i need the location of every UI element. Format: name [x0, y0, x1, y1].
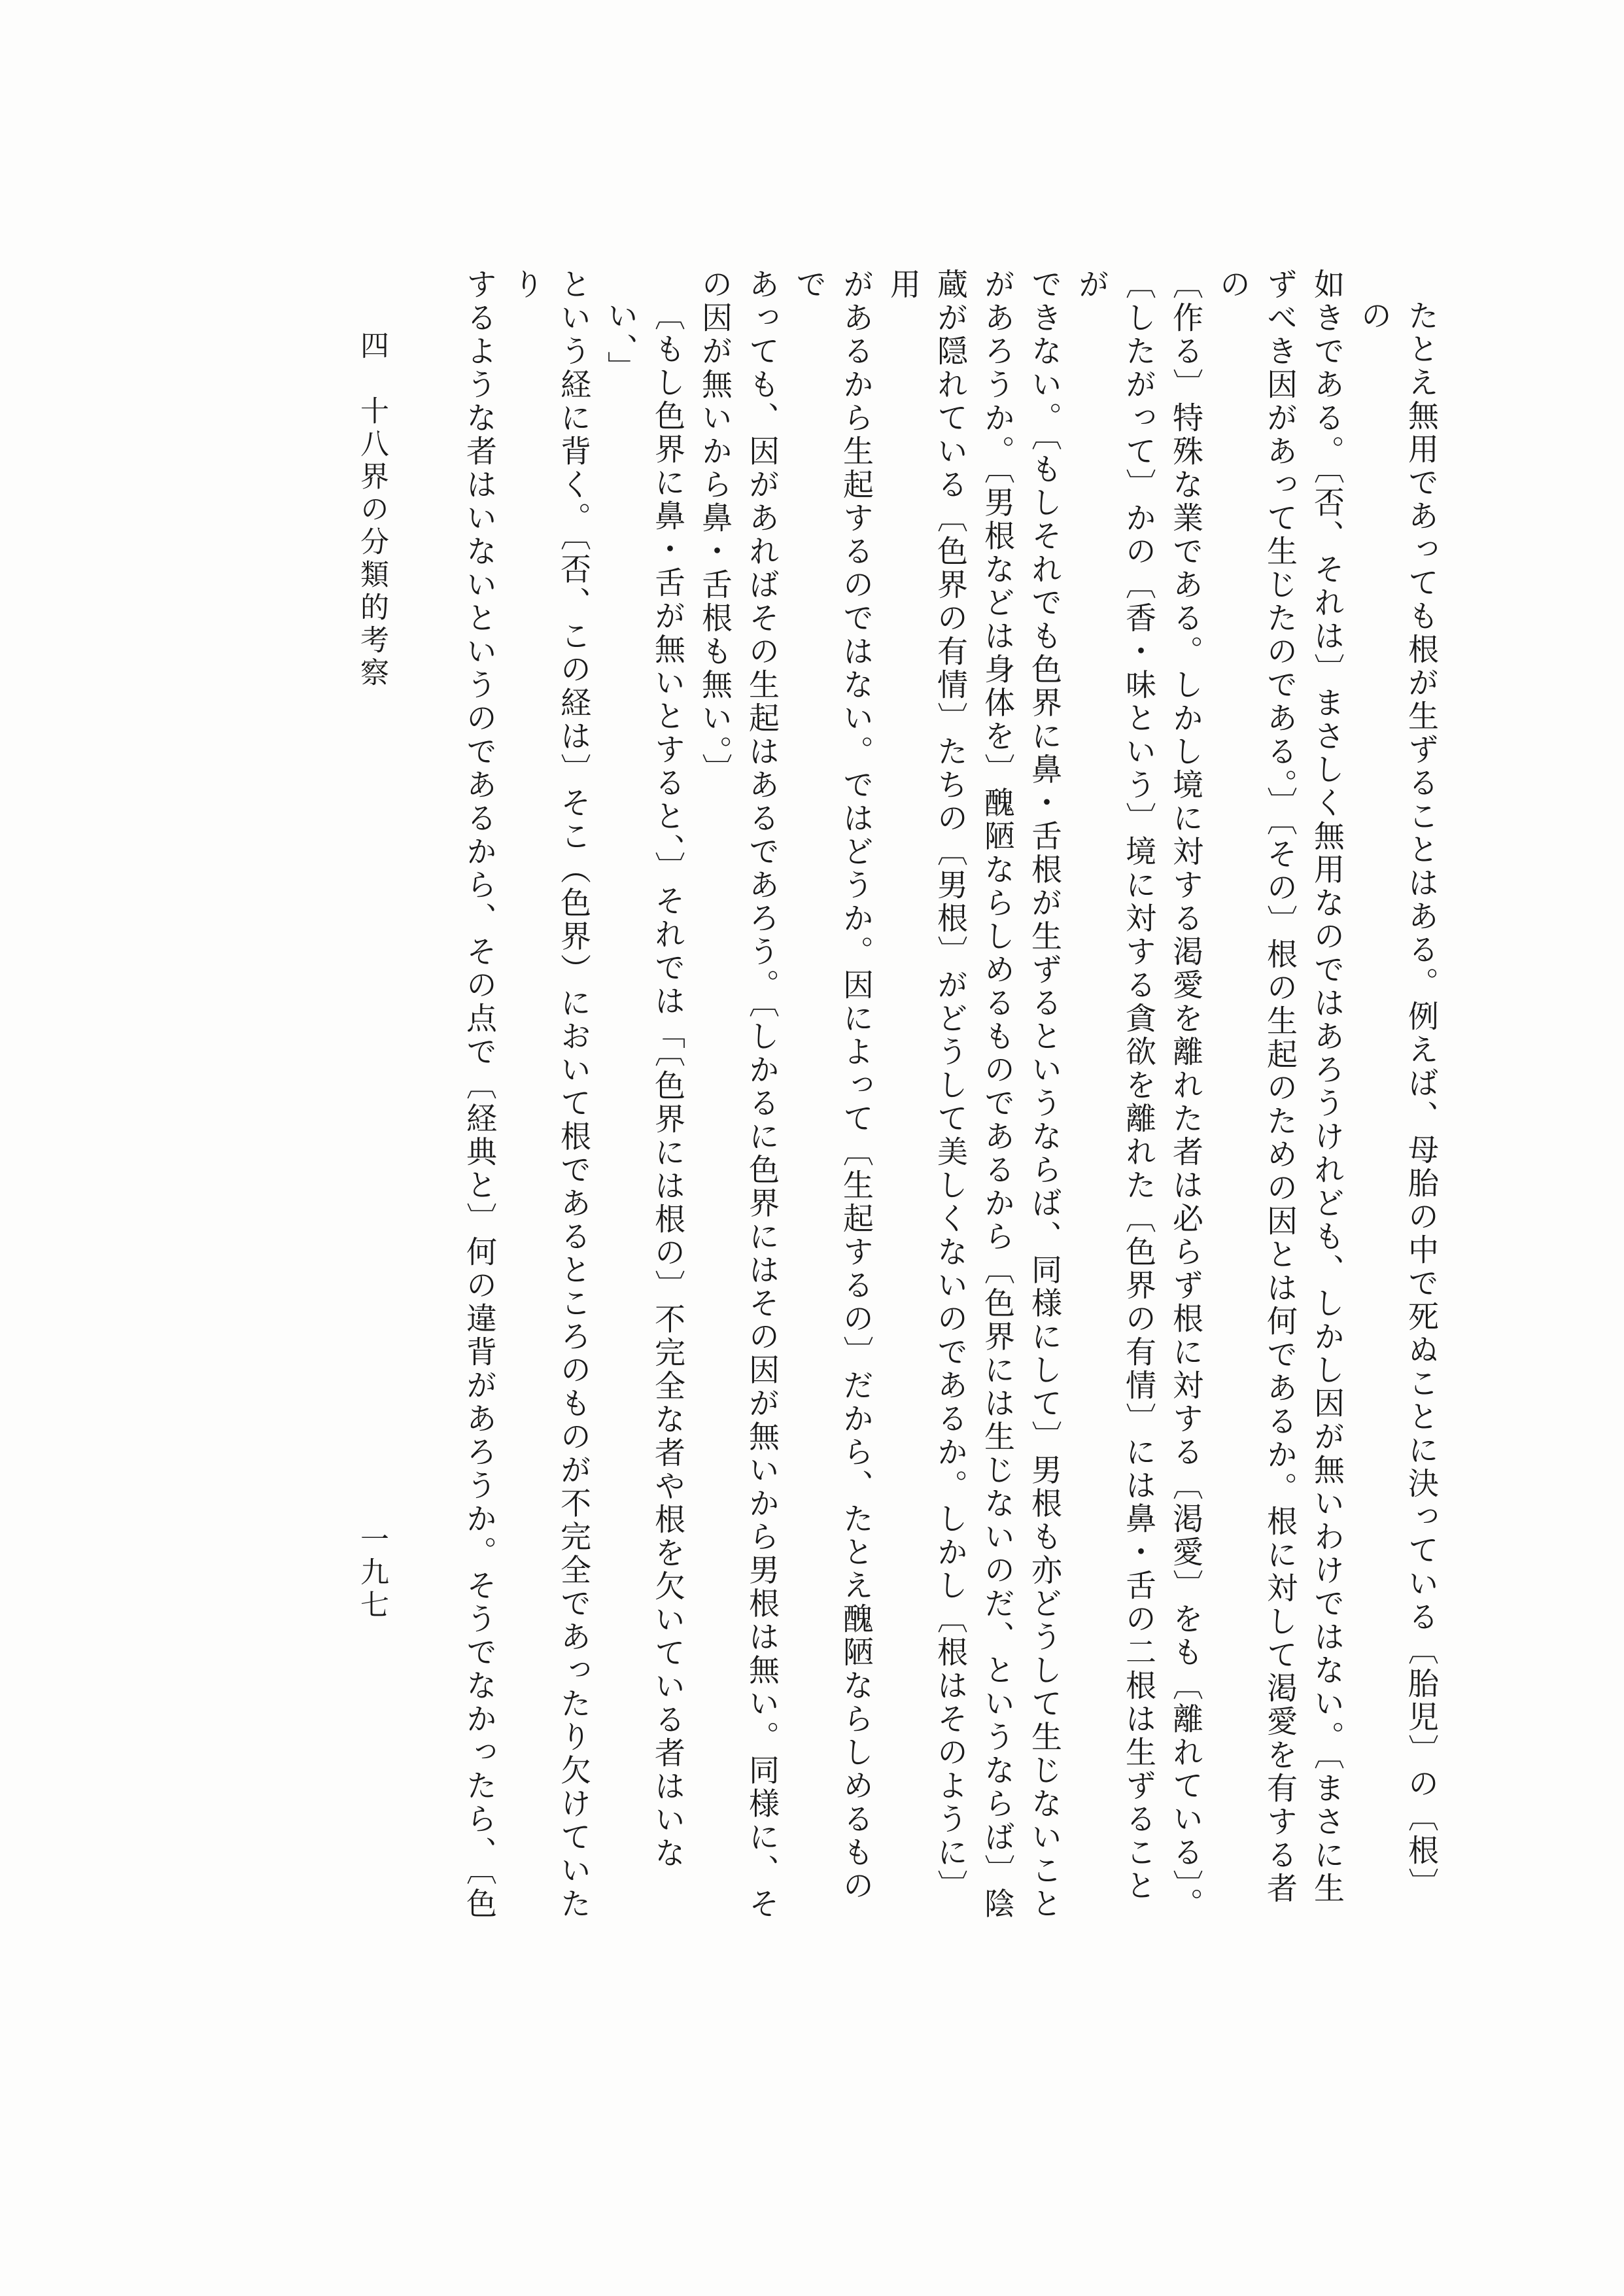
text-column: 〔作る〕特殊な業である。しかし境に対する渇愛を離れた者は必らず根に対する〔渇愛〕をも〔離れている〕。	[1167, 268, 1203, 1921]
body-text	[457, 268, 1444, 1923]
text-column: 〔もし色界に鼻・舌が無いとすると、〕それでは「〔色界には根の〕不完全な者や根を欠いている者はいない、」	[602, 300, 685, 1870]
text-column: という経に背く。〔否、この経は〕そこ（色界）において根であるところのものが不完全であったり欠けていたり	[508, 268, 591, 1921]
text-column: あっても、因があればその生起はあるであろう。〔しかるに色界にはその因が無いから男根は無い。同様に、そ	[744, 268, 780, 1921]
text-column: の因が無いから鼻・舌根も無い。〕	[697, 268, 733, 787]
text-column: 如きである。〔否、それは〕まさしく無用なのではあろうけれども、しかし因が無いわけではない。〔まさに生	[1309, 268, 1345, 1905]
text-column: ずべき因があって生じたのである。〕〔その〕根の生起のための因とは何であるか。根に対して渇愛を有する者の	[1215, 268, 1298, 1905]
text-column: があろうか。〔男根などは身体を〕醜陋ならしめるものであるから〔色界には生じないのだ、というならば〕陰	[979, 268, 1015, 1921]
text-column: たとえ無用であっても根が生ずることはある。例えば、母胎の中で死ぬことに決っている〔胎児〕の〔根〕の	[1356, 300, 1439, 1901]
text-column: があるから生起するのではない。ではどうか。因によって〔生起するの〕だから、たとえ醜陋ならしめるもので	[791, 268, 874, 1903]
page-number: 一九七	[355, 1524, 389, 1622]
text-column: できない。〔もしそれでも色界に鼻・舌根が生ずるというならば、同様にして〕男根も亦どうして生じないこと	[1026, 268, 1062, 1921]
running-head: 四 十八界の分類的考察	[355, 330, 389, 690]
text-column: 〔したがって〕かの〔香・味という〕境に対する貪欲を離れた〔色界の有情〕には鼻・舌の二根は生ずることが	[1073, 268, 1156, 1903]
text-column: 蔵が隠れている〔色界の有情〕たちの〔男根〕がどうして美しくないのであるか。しかし〔根はそのように〕用	[885, 268, 968, 1903]
text-column: するような者はいないというのであるから、その点で〔経典と〕何の違背があろうか。そうでなかったら、〔色	[461, 268, 497, 1921]
